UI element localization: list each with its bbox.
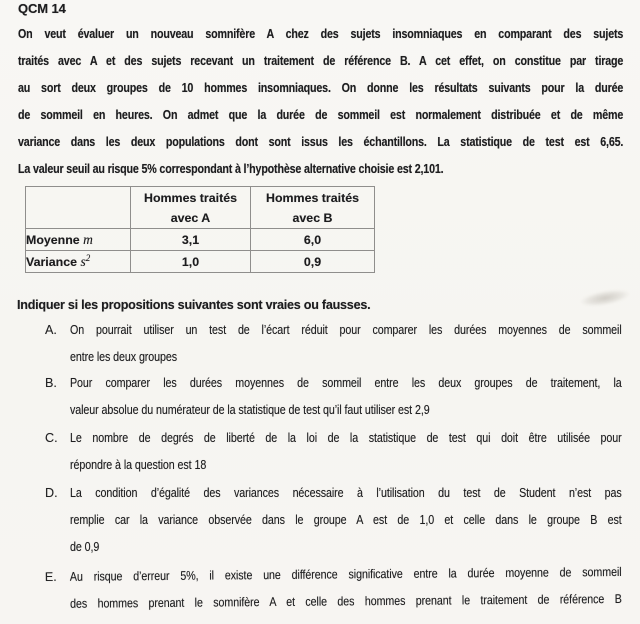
intro-line: La valeur seuil au risque 5% correspondant à l’hypothèse alternative choisie est 2,101.: [18, 162, 444, 176]
proposition-c: [45, 425, 640, 479]
intro-line: traités avec A et des sujets recevant un traitement de référence B. A cet effet, on constitue par tirage: [18, 54, 624, 68]
table-header-row: [26, 187, 375, 229]
proposition-b: [45, 370, 640, 424]
math-exponent: 2: [85, 252, 91, 263]
proposition-letter: A.: [45, 323, 57, 337]
variance-value-a: 1,0: [131, 251, 251, 273]
mean-value-a: 3,1: [131, 229, 251, 251]
proposition-letter: B.: [45, 376, 57, 390]
table-header-group-a: Hommes traités avec A: [131, 187, 251, 229]
results-table: [25, 186, 375, 273]
proposition-text: Pour comparer les durées moyennes de sommeil entre les deux groupes de traitement, la valeur absolue du numérateur de la statistique de test qu’il faut utiliser est 2,9: [70, 376, 622, 417]
intro-paragraph: [18, 21, 623, 183]
proposition-letter: D.: [45, 486, 58, 500]
row-label-variance: Variance $s^2$: [26, 251, 131, 273]
proposition-text: Le nombre de degrés de liberté de la loi de la statistique de test qui doit être utilisée pour répondre à la question est 18: [70, 431, 622, 472]
intro-line: au sort deux groupes de 10 hommes insomniaques. On donne les résultats suivants pour la durée: [18, 81, 624, 95]
proposition-text: Au risque d’erreur 5%, il existe une différence significative entre la durée moyenne de sommeil des hommes prenant le somnifère A et celle des hommes prenant le traitement de référence B: [69, 564, 622, 611]
proposition-text: La condition d’égalité des variances nécessaire à l’utilisation du test de Student n’est pas remplie car la variance observée dans le groupe A est de 1,0 et celle dans le groupe B est de 0,9: [70, 486, 622, 554]
intro-line: de sommeil en heures. On admet que la durée de sommeil est normalement distribuée et de même: [18, 108, 624, 122]
proposition-e: [45, 559, 640, 618]
proposition-text: On pourrait utiliser un test de l’écart réduit pour comparer les durées moyennes de sommeil entre les deux groupes: [70, 323, 622, 364]
table-row-mean: [26, 229, 375, 251]
mean-value-b: 6,0: [251, 229, 375, 251]
math-symbol-s: s: [80, 253, 86, 269]
table-row-variance: [26, 251, 375, 273]
proposition-letter: E.: [44, 569, 57, 585]
proposition-letter: C.: [45, 431, 58, 445]
intro-line: variance dans les deux populations dont sont issus les échantillons. La statistique de test est 6,65.: [18, 135, 624, 149]
row-label-mean: Moyenne m: [26, 229, 131, 251]
instruction-line: Indiquer si les propositions suivantes sont vraies ou fausses.: [17, 298, 371, 312]
table-header-group-b: Hommes traités avec B: [251, 187, 375, 229]
variance-value-b: 0,9: [251, 251, 375, 273]
question-number-heading: QCM 14: [18, 1, 66, 16]
proposition-a: [45, 317, 640, 371]
table-header-empty-cell: [26, 187, 131, 229]
scan-smudge-artifact: [579, 287, 631, 309]
proposition-d: [45, 480, 640, 561]
intro-line: On veut évaluer un nouveau somnifère A chez des sujets insomniaques en comparant des sujets: [18, 27, 624, 41]
math-symbol-m: m: [83, 231, 93, 247]
